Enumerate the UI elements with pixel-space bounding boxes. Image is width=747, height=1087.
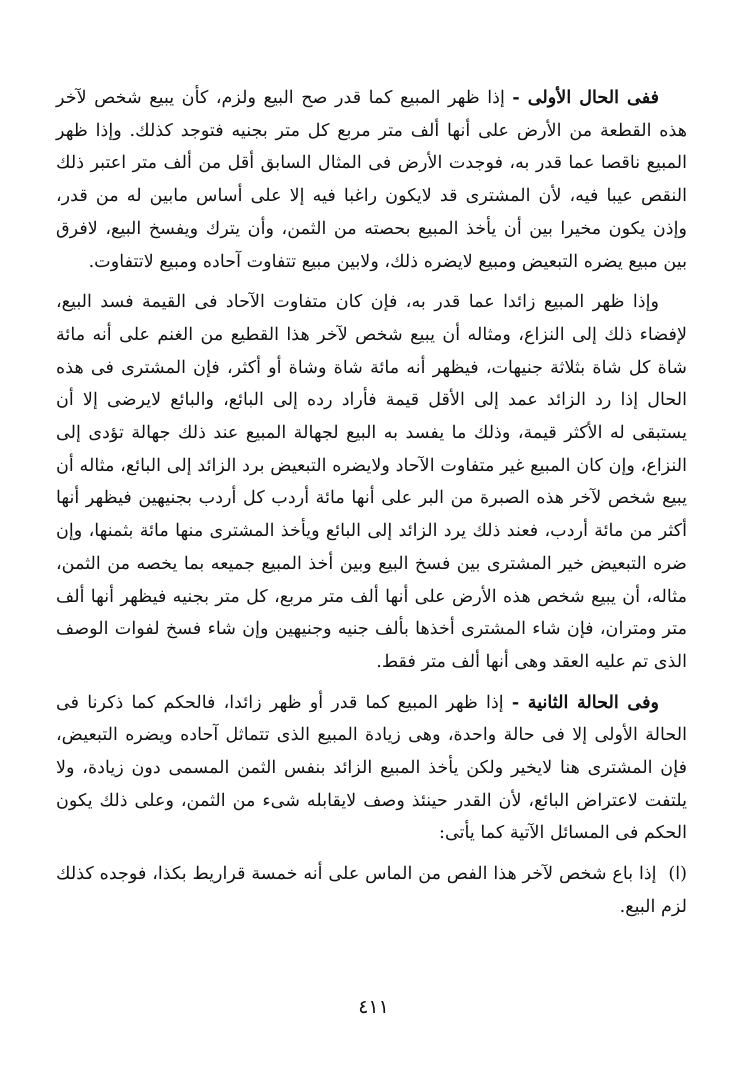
body-text — [56, 82, 687, 924]
heading-first-case: ففى الحال الأولى - — [512, 87, 660, 108]
paragraph-text: إذا ظهر المبيع كما قدر أو ظهر زائدا، فالحكم كما ذكرنا فى الحالة الأولى إلا فى حالة واحدة، وهى زيادة المبيع الذى تتماثل آحاده ويضره التبعيض، فإن المشترى هنا لايخير ولكن يأخذ المبيع الزائد بنفس الثمن المسمى دون زيادة، ولا يلتفت لاعتراض البائع، لأن القدر حينئذ وصف لايقابله شىء من الثمن، وعلى ذلك يكون الحكم فى المسائل الآتية كما يأتى: — [56, 692, 687, 844]
paragraph-excess — [56, 286, 687, 678]
list-item — [56, 858, 687, 923]
paragraph-text: وإذا ظهر المبيع زائدا عما قدر به، فإن كان متفاوت الآحاد فى القيمة فسد البيع، لإفضاء ذلك إلى النزاع، ومثاله أن يبيع شخص لآخر هذا القطيع من الغنم على أنه مائة شاة كل شاة بثلاثة جنيهات، فيظهر أنه مائة شاة وشاة أو أكثر، فإن المشترى فى هذه الحال إذا رد الزائد عمد إلى الأقل قيمة فأراد رده إلى البائع، والبائع لايرضى إلا أن يستبقى له الأكثر قيمة، وذلك ما يفسد به البيع لجهالة المبيع عند ذلك جهالة تؤدى إلى النزاع، وإن كان المبيع غير متفاوت الآحاد ولايضره التبعيض برد الزائد إلى البائع، مثاله أن يبيع شخص لآخر هذه الصبرة من البر على أنها مائة أردب كل أردب بجنيهين فيظهر أنها أكثر من مائة أردب، فعند ذلك يرد الزائد إلى البائع ويأخذ المشترى منها مائة بثمنها، وإن ضره التبعيض خير المشترى بين فسخ البيع وبين أخذ المبيع جميعه بما يخصه من الثمن، مثاله، أن يبيع شخص هذه الأرض على أنها ألف متر مربع، كل متر بجنيه فيظهر أنها ألف متر ومتران، فإن شاء المشترى أخذها بألف جنيه وجنيهين وإن شاء فسخ لفوات الوصف الذى تم عليه العقد وهى أنها ألف متر فقط. — [56, 292, 687, 672]
heading-second-case: وفى الحالة الثانية - — [511, 691, 659, 713]
paragraph-second-case — [56, 687, 687, 851]
page-number: ٤١١ — [358, 996, 389, 1018]
paragraph-first-case — [56, 82, 687, 278]
list-item-number: (ا) — [668, 864, 687, 885]
paragraph-text: إذا ظهر المبيع كما قدر صح البيع ولزم، كأن يبيع شخص لآخر هذه القطعة من الأرض على أنها ألف متر مربع كل متر بجنيه فتوجد كذلك. وإذا ظهر المبيع ناقصا عما قدر به، فوجدت الأرض فى المثال السابق أقل من ألف متر اعتبر ذلك النقص عيبا فيه، لأن المشترى قد لايكون راغبا فيه إلا على أساس مابين له من قدر، وإذن يكون مخيرا بين أن يأخذ المبيع بحصته من الثمن، وأن يترك ويفسخ البيع، لافرق بين مبيع يضره التبعيض ومبيع لايضره ذلك، ولابين مبيع تتفاوت آحاده ومبيع لاتتفاوت. — [56, 88, 688, 272]
list-item-text: إذا باع شخص لآخر هذا الفص من الماس على أنه خمسة قراريط بكذا، فوجده كذلك لزم البيع. — [56, 864, 687, 917]
